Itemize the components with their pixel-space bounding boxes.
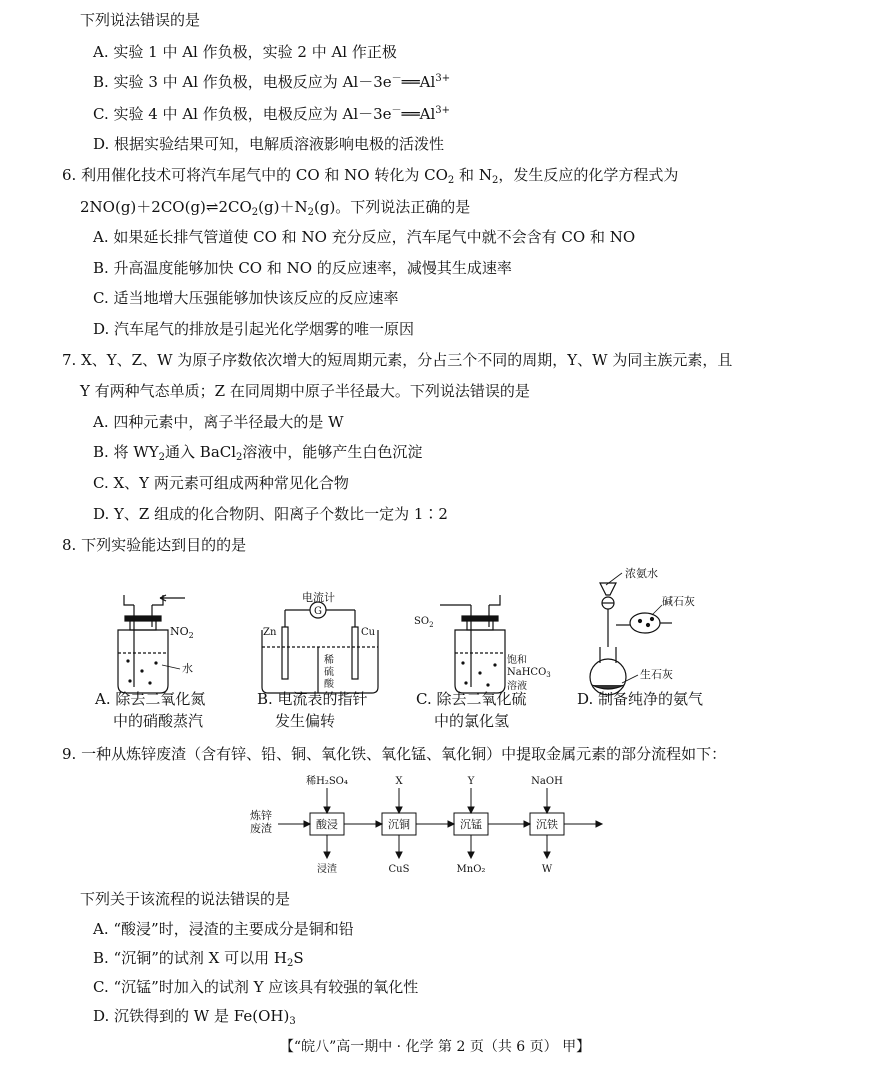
q7-option-d: D. Y、Z 组成的化合物阴、阳离子个数比一定为 1∶2 — [93, 505, 448, 523]
figure-c-wash-bottle — [440, 595, 505, 693]
q9-option-b: B. “沉铜”的试剂 X 可以用 $H_2S$ — [93, 949, 304, 969]
q9-option-a: A. “酸浸”时，浸渣的主要成分是铜和铅 — [93, 920, 354, 938]
flow-reagent-y: Y — [467, 776, 475, 787]
q6-option-b: B. 升高温度能够加快 CO 和 NO 的反应速率，减慢其生成速率 — [93, 259, 512, 277]
q6-option-d: D. 汽车尾气的排放是引起光化学烟雾的唯一原因 — [93, 320, 415, 338]
figure-c-caption: C. 除去二氧化硫 中的氯化氢 — [416, 690, 527, 730]
q6-option-a: A. 如果延长排气管道使 CO 和 NO 充分反应，汽车尾气中就不会含有 CO 和 NO — [93, 228, 636, 246]
figure-b-meter-label: 电流计 — [302, 591, 335, 604]
flow-input-line1: 炼锌 — [250, 809, 272, 822]
q7-option-c: C. X、Y 两元素可组成两种常见化合物 — [93, 474, 349, 492]
flow-product-residue: 浸渣 — [317, 864, 337, 875]
figure-c-solution-2: NaHCO$_3$ — [507, 667, 551, 679]
figure-a-caption: A. 除去二氧化氮 中的硝酸蒸汽 — [95, 690, 206, 730]
figure-b-acid-1: 稀 — [324, 655, 334, 666]
q7-option-b: B. 将 $WY_2$通入 BaCl$_2$溶液中，能够产生白色沉淀 — [93, 443, 423, 463]
flow-product-w: W — [541, 864, 553, 875]
figure-b-acid-2: 硫 — [324, 667, 334, 678]
figure-b-caption: B. 电流表的指针 发生偏转 — [257, 690, 368, 730]
q9-stem2: 下列关于该流程的说法错误的是 — [80, 890, 291, 908]
flow-product-cus: CuS — [388, 864, 410, 875]
figure-d-soda-lime-label: 碱石灰 — [662, 595, 695, 608]
q7-stem-line2: Y 有两种气态单质；Z 在同周期中原子半径最大。下列说法错误的是 — [80, 382, 530, 400]
q9-option-d: D. 沉铁得到的 W 是 $Fe(OH)_3$ — [93, 1007, 296, 1027]
figure-b-cu-label: Cu — [361, 627, 376, 638]
figure-a-water-label: 水 — [182, 662, 193, 675]
q9-option-c: C. “沉锰”时加入的试剂 Y 应该具有较强的氧化性 — [93, 978, 419, 996]
figure-b-acid-3: 酸 — [324, 679, 334, 690]
q5-option-d: D. 根据实验结果可知，电解质溶液影响电极的活泼性 — [93, 135, 445, 153]
q8-apparatus-figures — [0, 565, 870, 705]
q7-option-a: A. 四种元素中，离子半径最大的是 W — [93, 413, 344, 431]
q5-option-c: C. 实验 4 中 Al 作负极，电极反应为 $Al-3e^-══Al^{3+}$ — [93, 105, 450, 123]
q8-stem: 8. 下列实验能达到目的的是 — [62, 536, 247, 554]
figure-d-quicklime-label: 生石灰 — [640, 668, 673, 681]
flow-step-copper: 沉铜 — [388, 818, 410, 831]
figure-d-ammonia-label: 浓氨水 — [625, 567, 658, 580]
q7-stem-line1: 7. X、Y、Z、W 为原子序数依次增大的短周期元素，分占三个不同的周期，Y、W 为同主族元素，且 — [62, 351, 733, 369]
figure-a-gas-label: $NO_2$ — [170, 625, 194, 640]
figure-b-galvanometer-g: G — [314, 606, 322, 617]
figure-b-zn-label: Zn — [263, 627, 277, 638]
flow-reagent-h2so4: 稀H₂SO₄ — [306, 776, 348, 787]
figure-c-solution-3: 溶液 — [507, 681, 527, 692]
flow-product-mno2: MnO₂ — [456, 864, 486, 875]
q9-stem: 9. 一种从炼锌废渣（含有锌、铅、铜、氧化铁、氧化锰、氧化铜）中提取金属元素的部分流程如下： — [62, 745, 727, 763]
figure-a-wash-bottle — [118, 595, 185, 693]
figure-c-solution-1: 饱和 — [507, 655, 527, 666]
figure-d-caption: D. 制备纯净的氨气 — [577, 690, 704, 708]
q5-option-a: A. 实验 1 中 Al 作负极，实验 2 中 Al 作正极 — [93, 43, 397, 61]
q5-stem: 下列说法错误的是 — [80, 11, 201, 29]
flow-step-acid-leach: 酸浸 — [316, 818, 338, 831]
flow-reagent-naoh: NaOH — [531, 776, 563, 787]
page-footer: 【“皖八”高一期中 · 化学 第 2 页（共 6 页） 甲】 — [279, 1039, 591, 1055]
flow-input-line2: 废渣 — [250, 822, 272, 835]
figure-c-gas-label: $SO_2$ — [414, 616, 434, 629]
q6-stem-line1: 6. 利用催化技术可将汽车尾气中的 CO 和 NO 转化为 $CO_2$ 和 $N_2$，发生反应的化学方程式为 — [62, 166, 679, 186]
q9-flowchart — [240, 770, 610, 880]
flow-reagent-x: X — [395, 776, 403, 787]
flow-step-iron: 沉铁 — [536, 818, 558, 831]
q6-option-c: C. 适当地增大压强能够加快该反应的反应速率 — [93, 289, 399, 307]
q6-stem-line2: $2NO(g)+2CO(g)\rightleftharpoons 2CO_2(g)+N_2(g)$。下列说法正确的是 — [80, 198, 471, 218]
flow-step-manganese: 沉锰 — [460, 818, 482, 831]
q5-option-b: B. 实验 3 中 Al 作负极，电极反应为 $Al-3e^-══Al^{3+}$ — [93, 73, 451, 91]
